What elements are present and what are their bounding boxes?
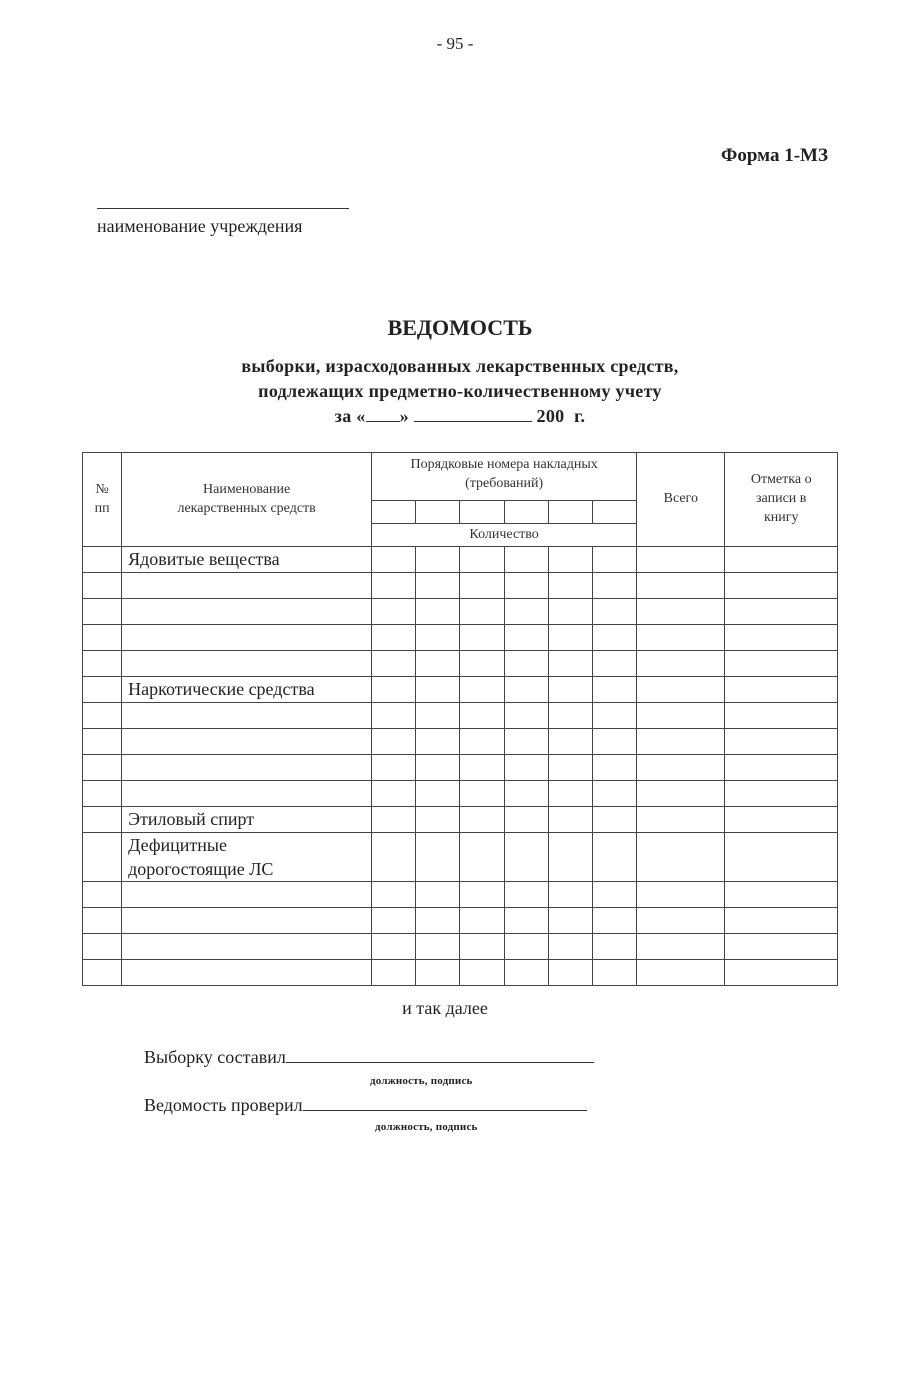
order-number-cell <box>416 501 460 524</box>
table-row <box>83 677 838 703</box>
category-ethanol: Этиловый спирт <box>122 807 372 833</box>
table-row <box>83 807 838 833</box>
table-row <box>83 833 838 882</box>
signature-checked-caption: должность, подпись <box>375 1121 478 1133</box>
header-order-numbers-text: Порядковые номера накладных (требований) <box>410 457 598 491</box>
signature-compiled <box>144 1046 594 1068</box>
category-narcotic: Наркотические средства <box>122 677 372 703</box>
header-name-text: Наименование лекарственных средств <box>177 481 316 516</box>
order-number-cell <box>592 501 636 524</box>
table-row <box>83 625 838 651</box>
header-number-top: № <box>95 481 109 497</box>
header-row-1 <box>83 453 838 501</box>
period-prefix: за « <box>334 406 366 426</box>
header-name <box>122 453 372 547</box>
header-order-numbers <box>372 453 637 501</box>
form-table <box>82 452 838 986</box>
month-blank <box>414 405 532 422</box>
header-quantity: Количество <box>372 524 637 547</box>
table-row <box>83 934 838 960</box>
header-mark-text: Отметка о записи в книгу <box>750 472 812 525</box>
table-row <box>83 599 838 625</box>
signature-compiled-caption: должность, подпись <box>370 1075 473 1087</box>
category-scarce <box>122 833 372 882</box>
header-total: Всего <box>637 453 725 547</box>
category-scarce-text: Дефицитные дорогостоящие ЛС <box>128 835 274 879</box>
table-row <box>83 882 838 908</box>
table-row <box>83 651 838 677</box>
subtitle-line-1: выборки, израсходованных лекарственных средств, <box>241 356 679 376</box>
table-row <box>83 960 838 986</box>
period-suffix: г. <box>574 406 586 426</box>
day-blank <box>366 405 400 422</box>
period-year: 200 <box>536 406 565 426</box>
order-number-cell <box>372 501 416 524</box>
institution-caption: наименование учреждения <box>97 216 303 236</box>
signature-compiled-line <box>286 1046 594 1063</box>
table-row <box>83 729 838 755</box>
table-row <box>83 908 838 934</box>
signature-compiled-label: Выборку составил <box>144 1047 286 1067</box>
form-label: Форма 1-МЗ <box>721 145 828 166</box>
table-row <box>83 573 838 599</box>
institution-name-line <box>97 208 349 209</box>
signature-checked-line <box>303 1094 587 1111</box>
header-number-bottom: пп <box>94 500 110 516</box>
table-row <box>83 755 838 781</box>
table-row <box>83 703 838 729</box>
subtitle-line-2: подлежащих предметно-количественному учету <box>258 381 662 401</box>
order-number-cell <box>460 501 504 524</box>
and-so-on-text: и так далее <box>402 998 488 1018</box>
signature-checked-label: Ведомость проверил <box>144 1095 303 1115</box>
period-mid: » <box>399 406 409 426</box>
header-mark <box>725 453 838 547</box>
header-number <box>83 453 122 547</box>
order-number-cell <box>504 501 548 524</box>
table-row <box>83 781 838 807</box>
signature-checked <box>144 1094 587 1116</box>
table-row <box>83 547 838 573</box>
period-line <box>0 405 910 427</box>
category-poison: Ядовитые вещества <box>122 547 372 573</box>
page-number: - 95 - <box>436 34 474 53</box>
order-number-cell <box>548 501 592 524</box>
document-title: ВЕДОМОСТЬ <box>387 315 533 340</box>
